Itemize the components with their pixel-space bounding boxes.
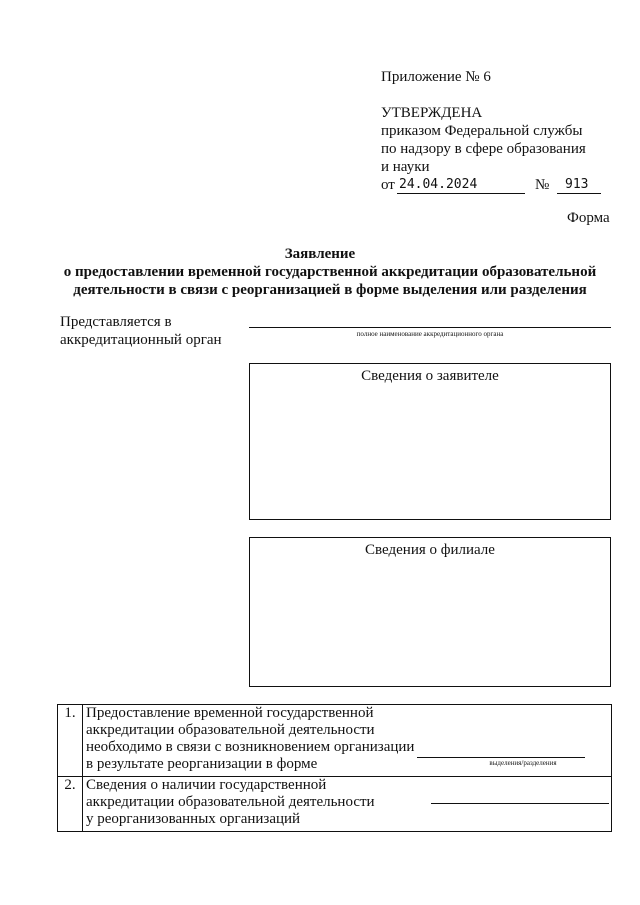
accreditation-status-field[interactable] — [431, 803, 609, 804]
document-title-line: о предоставлении временной государственной аккредитации образовательной — [63, 264, 597, 280]
submitted-to-label: Представляется в — [60, 314, 172, 330]
approved-label: УТВЕРЖДЕНА — [381, 105, 483, 121]
accreditation-body-field[interactable] — [249, 327, 611, 328]
order-line: по надзору в сфере образования — [381, 141, 586, 157]
date-prefix: от — [381, 177, 395, 193]
item-line: в результате реорганизации в форме — [86, 756, 318, 772]
table-row — [58, 777, 612, 832]
item-line: аккредитации образовательной деятельности — [86, 794, 375, 810]
number-field — [557, 176, 601, 194]
accreditation-body-caption: полное наименование аккредитационного органа — [356, 330, 504, 338]
document-heading: Заявление — [284, 246, 356, 262]
item-number: 1. — [58, 705, 83, 777]
item-line: у реорганизованных организаций — [86, 811, 301, 827]
applicant-info-title: Сведения о заявителе — [361, 368, 499, 384]
branch-info-title: Сведения о филиале — [365, 542, 495, 558]
order-line: и науки — [381, 159, 430, 175]
table-row — [58, 705, 612, 777]
appendix-label: Приложение № 6 — [381, 69, 491, 85]
form-label: Форма — [567, 210, 610, 226]
reorganization-form-caption: выделения/разделения — [489, 759, 557, 767]
item-number: 2. — [58, 777, 83, 832]
item-line: Предоставление временной государственной — [86, 705, 374, 721]
item-line: аккредитации образовательной деятельности — [86, 722, 375, 738]
item-text — [83, 705, 612, 777]
items-table — [57, 704, 612, 832]
number-value: 913 — [565, 177, 589, 192]
number-prefix: № — [535, 177, 550, 193]
date-value: 24.04.2024 — [399, 177, 478, 192]
item-line: Сведения о наличии государственной — [86, 777, 327, 793]
item-text — [83, 777, 612, 832]
branch-info-box — [249, 537, 611, 687]
submitted-to-label: аккредитационный орган — [60, 332, 222, 348]
date-field — [397, 176, 525, 194]
reorganization-form-field[interactable] — [417, 757, 585, 758]
item-line: необходимо в связи с возникновением организации — [86, 739, 415, 755]
applicant-info-box — [249, 363, 611, 520]
document-title-line: деятельности в связи с реорганизацией в форме выделения или разделения — [73, 282, 587, 298]
order-line: приказом Федеральной службы — [381, 123, 583, 139]
